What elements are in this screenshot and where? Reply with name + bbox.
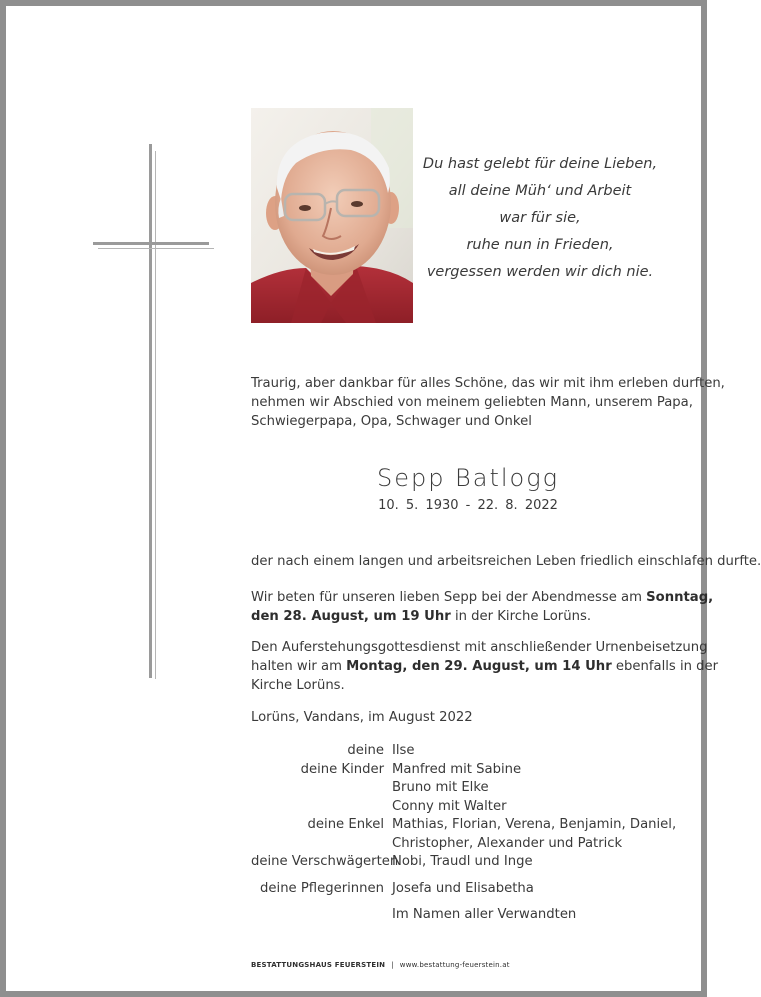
mourner-names: Conny mit Walter bbox=[392, 798, 507, 814]
mourner-names: Manfred mit Sabine bbox=[392, 761, 522, 777]
mourner-names: Mathias, Florian, Verena, Benjamin, Daniel, bbox=[392, 817, 677, 832]
mass-date-time: den 28. August, um 19 Uhr bbox=[251, 609, 451, 624]
service-text-cont: ebenfalls in der bbox=[611, 659, 719, 674]
mourner-row bbox=[251, 816, 691, 835]
mourner-role-empty bbox=[251, 779, 392, 798]
funeral-service-paragraph bbox=[251, 638, 719, 695]
poem-line: all deine Müh‘ und Arbeit bbox=[448, 183, 632, 199]
mourner-row bbox=[251, 779, 691, 798]
cross-horizontal-beam bbox=[93, 242, 209, 245]
deceased-name: Sepp Batlogg bbox=[376, 464, 560, 492]
mourner-names: Josefa und Elisabetha bbox=[392, 880, 534, 896]
mourner-names: Nobi, Traudl und Inge bbox=[392, 854, 533, 869]
poem-line: vergessen werden wir dich nie. bbox=[426, 264, 654, 280]
cross-vertical-beam bbox=[149, 144, 152, 678]
mourner-row bbox=[251, 906, 691, 925]
service-line-2 bbox=[251, 657, 719, 676]
place-date-line: Lorüns, Vandans, im August 2022 bbox=[251, 710, 473, 725]
mourner-row bbox=[251, 853, 691, 872]
mourner-row bbox=[251, 798, 691, 817]
place-date bbox=[251, 708, 691, 727]
mourner-names: Christopher, Alexander und Patrick bbox=[392, 835, 623, 851]
mourner-role: deine Pflegerinnen bbox=[260, 880, 384, 896]
evening-mass-paragraph bbox=[251, 588, 714, 626]
portrait-photo bbox=[251, 108, 413, 323]
poem-line: ruhe nun in Frieden, bbox=[466, 237, 614, 253]
cross-horizontal-shadow bbox=[98, 248, 214, 249]
mass-line-2 bbox=[251, 607, 691, 626]
funeral-home-url[interactable]: www.bestattung-feuerstein.at bbox=[399, 961, 510, 969]
mass-location: in der Kirche Lorüns. bbox=[450, 609, 592, 624]
service-line-3: Kirche Lorüns. bbox=[251, 678, 345, 693]
portrait-illustration bbox=[251, 108, 413, 323]
passing-line: der nach einem langen und arbeitsreichen Leben friedlich einschlafen durfte. bbox=[251, 554, 761, 569]
mourner-row bbox=[251, 742, 691, 761]
poem bbox=[414, 151, 666, 286]
poem-line: Du hast gelebt für deine Lieben, bbox=[422, 156, 658, 172]
intro-line: Traurig, aber dankbar für alles Schöne, das wir mit ihm erleben durften, bbox=[251, 376, 725, 391]
mourner-role: deine Verschwägerten bbox=[251, 854, 399, 869]
cross-vertical-shadow bbox=[155, 151, 156, 679]
mourner-closing: Im Namen aller Verwandten bbox=[392, 907, 577, 922]
footer-divider: | bbox=[391, 961, 394, 969]
mourner-role: deine Kinder bbox=[300, 761, 384, 777]
mourner-row bbox=[251, 761, 691, 780]
mourner-row bbox=[251, 835, 691, 854]
service-line-1: Den Auferstehungsgottesdienst mit anschließender Urnenbeisetzung bbox=[251, 640, 708, 655]
mass-day: Sonntag, bbox=[646, 590, 714, 605]
service-date-time: Montag, den 29. August, um 14 Uhr bbox=[346, 659, 612, 674]
mourner-role-empty bbox=[251, 798, 392, 817]
mourner-names: Bruno mit Elke bbox=[392, 780, 489, 795]
mourner-names: Ilse bbox=[392, 743, 415, 758]
service-text: halten wir am bbox=[251, 659, 347, 674]
mourners-list bbox=[251, 742, 691, 925]
mourner-role: deine Enkel bbox=[307, 817, 384, 832]
funeral-home-name: BESTATTUNGSHAUS FEUERSTEIN bbox=[251, 961, 386, 969]
mass-text: Wir beten für unseren lieben Sepp bei der Abendmesse am bbox=[251, 590, 647, 605]
poem-line: war für sie, bbox=[499, 210, 581, 226]
intro-paragraph bbox=[251, 374, 725, 431]
passing-sentence bbox=[251, 552, 761, 571]
mourner-row bbox=[251, 880, 691, 899]
mass-line-1 bbox=[251, 588, 714, 607]
intro-line: nehmen wir Abschied von meinem geliebten Mann, unserem Papa, bbox=[251, 395, 693, 410]
mourner-role-empty bbox=[251, 906, 392, 925]
footer bbox=[251, 961, 510, 969]
mourner-role: deine bbox=[347, 743, 384, 758]
mourner-role-empty bbox=[251, 835, 392, 854]
life-dates: 10. 5. 1930 - 22. 8. 2022 bbox=[378, 498, 558, 513]
intro-line: Schwiegerpapa, Opa, Schwager und Onkel bbox=[251, 414, 532, 429]
